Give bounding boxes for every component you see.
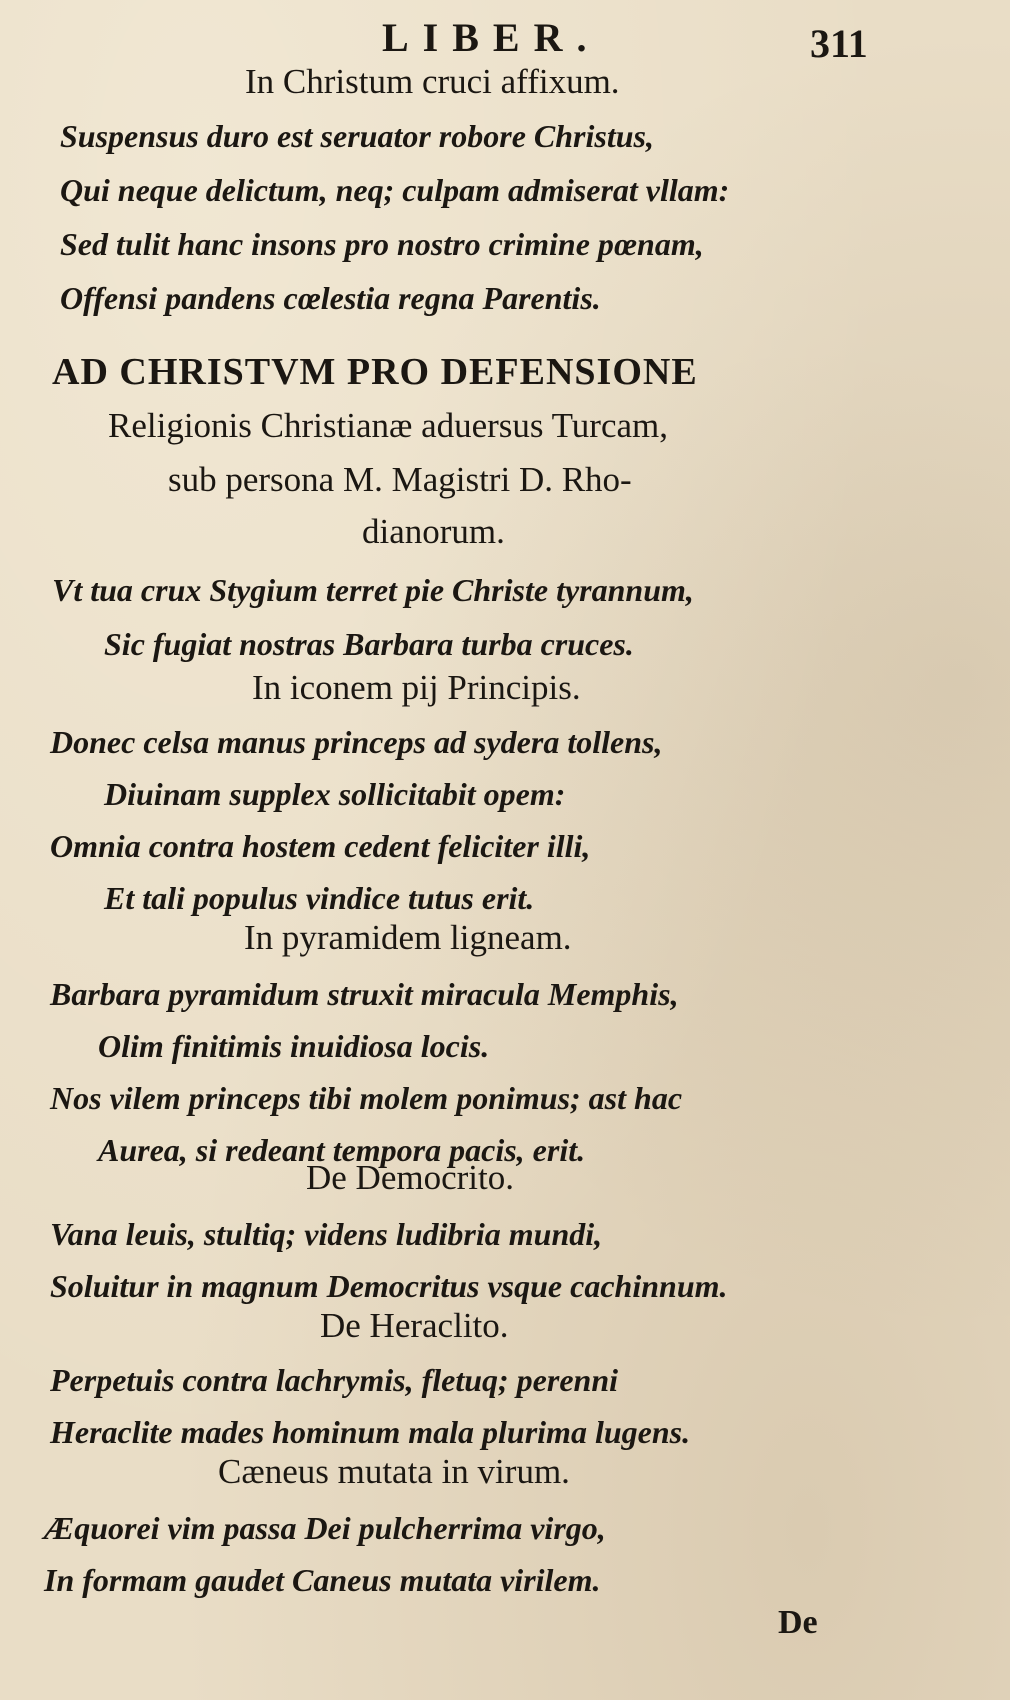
verse-line: Barbara pyramidum struxit miracula Memphis, bbox=[50, 976, 679, 1012]
verse-line: Omnia contra hostem cedent feliciter illi, bbox=[50, 828, 591, 864]
verse-line: In formam gaudet Caneus mutata virilem. bbox=[44, 1562, 601, 1598]
section-title-line: dianorum. bbox=[362, 512, 505, 551]
verse-line: Sic fugiat nostras Barbara turba cruces. bbox=[104, 626, 634, 662]
verse-line: Aurea, si redeant tempora pacis, erit. bbox=[98, 1132, 586, 1168]
running-head: LIBER. bbox=[382, 15, 601, 60]
section-title: De Democrito. bbox=[306, 1158, 514, 1197]
verse-line: Heraclite mades hominum mala plurima lugens. bbox=[50, 1414, 691, 1450]
verse-line: Sed tulit hanc insons pro nostro crimine pœnam, bbox=[60, 226, 704, 262]
section-title: De Heraclito. bbox=[320, 1306, 509, 1345]
section-title: AD CHRISTVM PRO DEFENSIONE bbox=[52, 351, 698, 393]
verse-line: Diuinam supplex sollicitabit opem: bbox=[104, 776, 566, 812]
verse-line: Vana leuis, stultiq; videns ludibria mundi, bbox=[50, 1216, 603, 1252]
verse-line: Soluitur in magnum Democritus vsque cachinnum. bbox=[50, 1268, 728, 1304]
verse-line: Suspensus duro est seruator robore Christus, bbox=[60, 118, 654, 154]
section-title: In iconem pij Principis. bbox=[252, 668, 581, 707]
verse-line: Olim finitimis inuidiosa locis. bbox=[98, 1028, 490, 1064]
section-title: Cæneus mutata in virum. bbox=[218, 1452, 570, 1491]
verse-line: Vt tua crux Stygium terret pie Christe tyrannum, bbox=[52, 572, 694, 608]
section-title-line: sub persona M. Magistri D. Rho- bbox=[168, 460, 632, 499]
page-number: 311 bbox=[810, 21, 868, 66]
verse-line: Donec celsa manus princeps ad sydera tollens, bbox=[50, 724, 663, 760]
catchword: De bbox=[778, 1604, 818, 1641]
verse-line: Nos vilem princeps tibi molem ponimus; ast hac bbox=[50, 1080, 683, 1116]
section-title: In Christum cruci affixum. bbox=[245, 62, 620, 101]
verse-line: Æquorei vim passa Dei pulcherrima virgo, bbox=[44, 1510, 606, 1546]
page-header bbox=[0, 14, 1010, 64]
verse-line: Qui neque delictum, neq; culpam admiserat vllam: bbox=[60, 172, 730, 208]
verse-line: Perpetuis contra lachrymis, fletuq; perenni bbox=[50, 1362, 618, 1398]
verse-line: Offensi pandens cœlestia regna Parentis. bbox=[60, 280, 601, 316]
section-title-line: Religionis Christianæ aduersus Turcam, bbox=[108, 406, 668, 445]
verse-line: Et tali populus vindice tutus erit. bbox=[104, 880, 535, 916]
section-title: In pyramidem ligneam. bbox=[244, 918, 572, 957]
